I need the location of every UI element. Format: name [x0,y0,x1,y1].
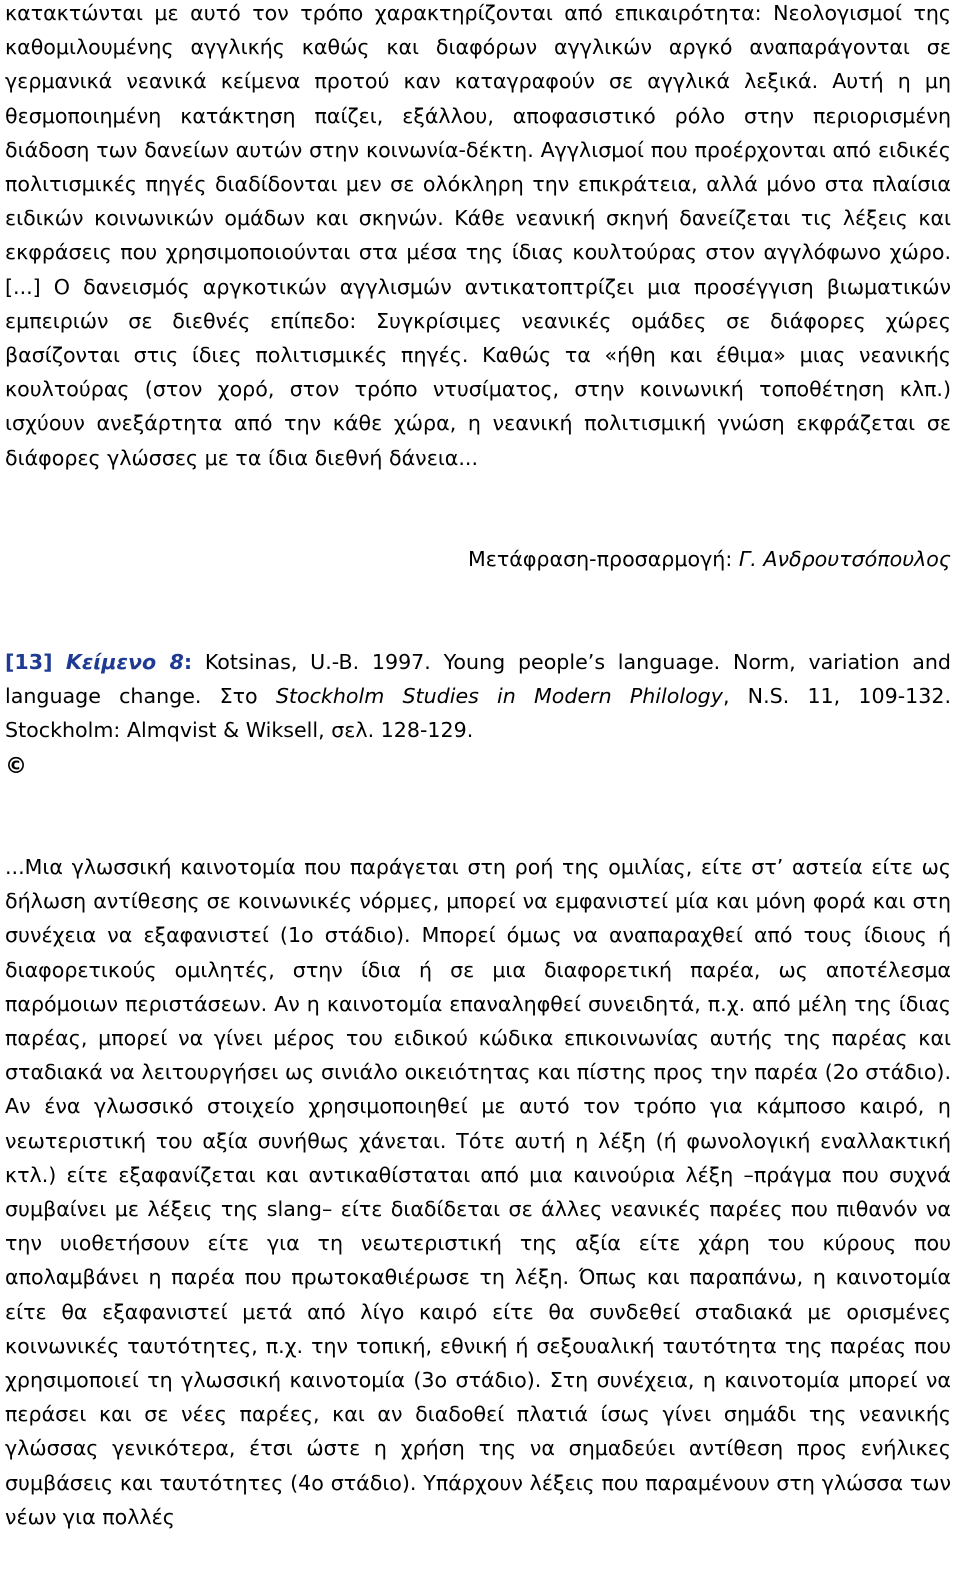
reference-13 [5,645,951,748]
reference-number: [13] [5,650,53,674]
credit-label: Μετάφραση-προσαρμογή: [467,547,739,571]
reference-citation-start: Kotsinas, U.-B. 1997. Young people’s language. Norm, variation and language change. Στο [5,650,952,709]
reference-journal-title: Stockholm Studies in Modern Philology [275,684,723,709]
body-paragraph-1: κατακτώνται με αυτό τον τρόπο χαρακτηρίζονται από επικαιρότητα: Νεολογισμοί της καθομιλουμένης αγγλικής καθώς και διαφόρων αγγλικών αργκό αναπαράγονται σε γερμανικά νεανικά κείμενα προτού καν καταγραφούν σε αγγλικά λεξικά. Αυτή η μη θεσμοποιημένη κατάκτηση παίζει, εξάλλου, αποφασιστικό ρόλο στην περιορισμένη διάδοση των δανείων αυτών στην κοινωνία-δέκτη. Αγγλισμοί που προέρχονται από ειδικές πολιτισμικές πηγές διαδίδονται μεν σε ολόκληρη την επικράτεια, αλλά μόνο στα πλαίσια ειδικών κοινωνικών ομάδων και σκηνών. Κάθε νεανική σκηνή δανείζεται τις λέξεις και εκφράσεις που χρησιμοποιούνται στα μέσα της ίδιας κουλτούρας στον αγγλόφωνο χώρο. [...] Ο δανεισμός αργκοτικών αγγλισμών αντικατοπτρίζει μια προσέγγιση βιωματικών εμπειριών σε διεθνές επίπεδο: Συγκρίσιμες νεανικές ομάδες σε διάφορες χώρες βασίζονται στις ίδιες πολιτισμικές πηγές. Καθώς τα «ήθη και έθιμα» μιας νεανικής κουλτούρας (στον χορό, στον τρόπο ντυσίματος, στην κοινωνική τοποθέτηση κλπ.) ισχύουν ανεξάρτητα από την κάθε χώρα, η νεανική πολιτισμική γνώση εκφράζεται σε διάφορες γλώσσες με τα ίδια διεθνή δάνεια... [5,1,951,470]
reference-citation-end: , N.S. 11, 109-132. Stockholm: Almqvist & Wiksell, σελ. 128-129. [5,684,951,743]
translation-credit [468,542,951,576]
reference-colon: : [183,650,193,674]
body-paragraph-2: ...Μια γλωσσική καινοτομία που παράγεται στη ροή της ομιλίας, είτε στ’ αστεία είτε ως δήλωση αντίθεσης σε κοινωνικές νόρμες, μπορεί να εμφανιστεί μία και μόνη φορά και στη συνέχεια να εξαφανιστεί (1ο στάδιο). Μπορεί όμως να αναπαραχθεί από τους ίδιους ή διαφορετικούς ομιλητές, στην ίδια ή σε μια διαφορετική παρέα, ως αποτέλεσμα παρόμοιων περιστάσεων. Αν η καινοτομία επαναληφθεί συνειδητά, π.χ. από μέλη της ίδιας παρέας, μπορεί να γίνει μέρος του ειδικού κώδικα επικοινωνίας αυτής της παρέας και σταδιακά να λειτουργήσει ως σινιάλο οικειότητας και πίστης προς την παρέα (2ο στάδιο). Αν ένα γλωσσικό στοιχείο χρησιμοποιηθεί με αυτό τον τρόπο για κάμποσο καιρό, η νεωτεριστική του αξία συνήθως χάνεται. Τότε αυτή η λέξη (ή φωνολογική εναλλακτική κτλ.) είτε εξαφανίζεται και αντικαθίσταται από μια καινούρια λέξη –πράγμα που συχνά συμβαίνει με λέξεις της slang– είτε διαδίδεται σε άλλες νεανικές παρέες που πιθανόν να την υιοθετήσουν είτε για τη νεωτεριστική της αξία είτε χάρη του κύρους που απολαμβάνει η παρέα που πρωτοκαθιέρωσε τη λέξη. Όπως και παραπάνω, η καινοτομία είτε θα εξαφανιστεί μετά από λίγο καιρό είτε θα συνδεθεί σταδιακά με ορισμένες κοινωνικές ταυτότητες, π.χ. την τοπική, εθνική ή σεξουαλική ταυτότητα της παρέας που χρησιμοποιεί τη γλωσσική καινοτομία (3ο στάδιο). Στη συνέχεια, η καινοτομία μπορεί να περάσει και σε νέες παρέες, και αν διαδοθεί πλατιά ίσως γίνει σημάδι της νεανικής γλώσσας γενικότερα, έτσι ώστε η χρήση της να σημαδεύει αντίθεση προς ενήλικες συμβάσεις και ταυτότητες (4ο στάδιο). Υπάρχουν λέξεις που παραμένουν στη γλώσσα των νέων για πολλές [5,855,951,1529]
credit-name: Γ. Ανδρουτσόπουλος [738,547,951,571]
reference-text-label: Κείμενο 8 [65,650,184,674]
copyright-icon: © [5,754,27,779]
